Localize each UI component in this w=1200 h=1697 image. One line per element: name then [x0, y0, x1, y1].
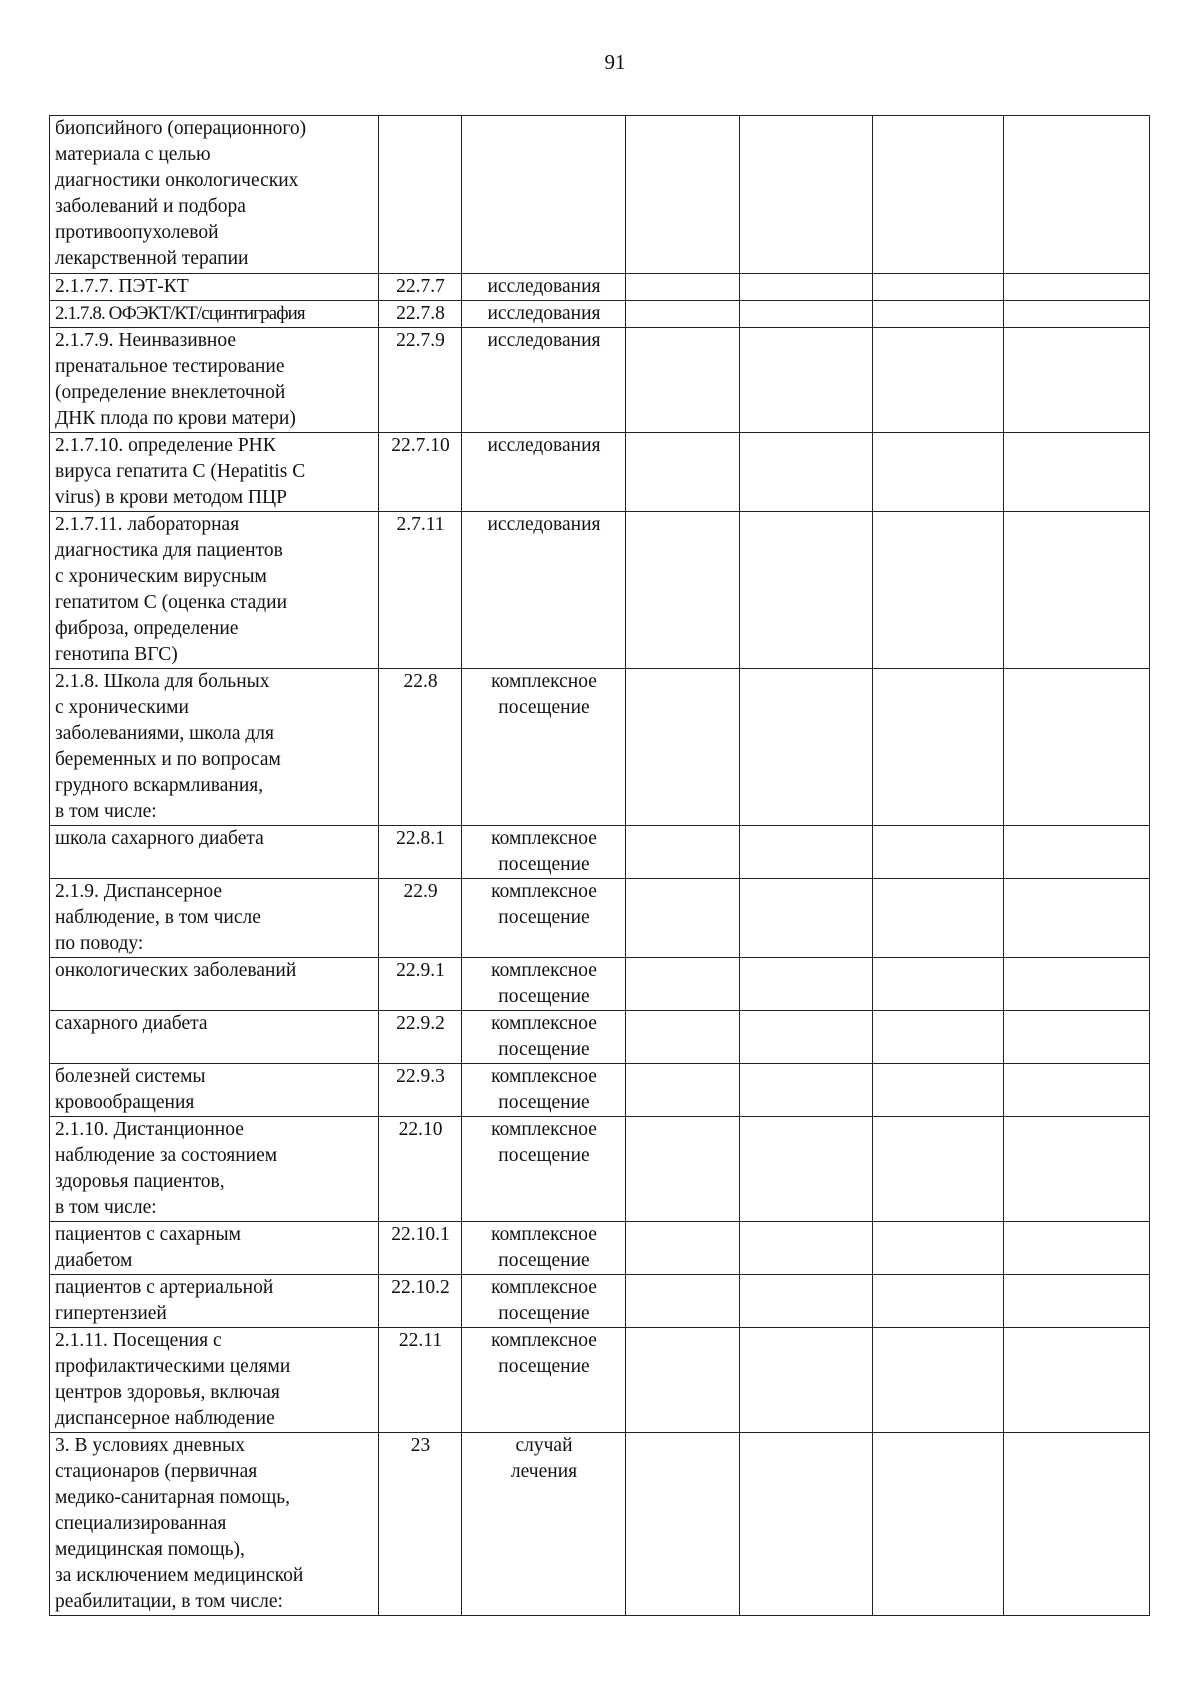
empty-cell [740, 1328, 873, 1433]
table-row [50, 826, 1150, 879]
row-unit-cell: комплексное посещение [462, 1328, 626, 1433]
empty-cell [873, 958, 1004, 1011]
empty-cell [1004, 826, 1150, 879]
row-name-cell: сахарного диабета [50, 1011, 379, 1064]
empty-cell [740, 328, 873, 433]
empty-cell [1004, 301, 1150, 328]
empty-cell [1004, 879, 1150, 958]
row-name-cell: 3. В условиях дневных стационаров (первичная медико-санитарная помощь, специализированная медицинская помощь), за исключением медицинской реабилитации, в том числе: [50, 1433, 379, 1616]
empty-cell [1004, 512, 1150, 669]
empty-cell [873, 512, 1004, 669]
row-code-cell: 22.7.10 [379, 433, 462, 512]
empty-cell [740, 1275, 873, 1328]
empty-cell [626, 1064, 740, 1117]
empty-cell [740, 301, 873, 328]
row-code-cell: 22.10.2 [379, 1275, 462, 1328]
empty-cell [626, 1117, 740, 1222]
table-row [50, 1117, 1150, 1222]
row-code-cell: 22.7.9 [379, 328, 462, 433]
row-unit-cell: исследования [462, 433, 626, 512]
page-number: 91 [604, 50, 626, 74]
empty-cell [1004, 433, 1150, 512]
row-unit-cell: комплексное посещение [462, 1064, 626, 1117]
row-code-cell: 22.7.7 [379, 274, 462, 301]
row-name-cell: пациентов с сахарным диабетом [50, 1222, 379, 1275]
empty-cell [740, 669, 873, 826]
empty-cell [873, 669, 1004, 826]
empty-cell [740, 826, 873, 879]
empty-cell [873, 1328, 1004, 1433]
empty-cell [626, 1011, 740, 1064]
empty-cell [1004, 1117, 1150, 1222]
empty-cell [626, 301, 740, 328]
empty-cell [1004, 1222, 1150, 1275]
empty-cell [873, 301, 1004, 328]
row-code-cell: 22.8 [379, 669, 462, 826]
row-code-cell: 22.7.8 [379, 301, 462, 328]
row-unit-cell: случай лечения [462, 1433, 626, 1616]
empty-cell [1004, 1275, 1150, 1328]
row-name-cell: 2.1.7.7. ПЭТ-КТ [50, 274, 379, 301]
row-name-cell: биопсийного (операционного) материала с целью диагностики онкологических заболеваний и подбора противоопухолевой лекарственной терапии [50, 116, 379, 274]
row-unit-cell: исследования [462, 328, 626, 433]
empty-cell [626, 826, 740, 879]
empty-cell [626, 116, 740, 274]
empty-cell [626, 1275, 740, 1328]
row-code-cell: 23 [379, 1433, 462, 1616]
row-name-cell: школа сахарного диабета [50, 826, 379, 879]
empty-cell [740, 433, 873, 512]
row-unit-cell: комплексное посещение [462, 826, 626, 879]
empty-cell [1004, 328, 1150, 433]
empty-cell [873, 433, 1004, 512]
row-code-cell: 22.9.2 [379, 1011, 462, 1064]
empty-cell [626, 1222, 740, 1275]
row-unit-cell: исследования [462, 274, 626, 301]
empty-cell [873, 1117, 1004, 1222]
table-row [50, 879, 1150, 958]
row-unit-cell: комплексное посещение [462, 1222, 626, 1275]
row-name-cell: болезней системы кровообращения [50, 1064, 379, 1117]
row-unit-cell: комплексное посещение [462, 879, 626, 958]
empty-cell [626, 433, 740, 512]
empty-cell [626, 1328, 740, 1433]
empty-cell [626, 512, 740, 669]
row-unit-cell: комплексное посещение [462, 1275, 626, 1328]
empty-cell [873, 1222, 1004, 1275]
row-unit-cell [462, 116, 626, 274]
empty-cell [740, 958, 873, 1011]
empty-cell [740, 1064, 873, 1117]
table-row [50, 1222, 1150, 1275]
empty-cell [1004, 958, 1150, 1011]
table-row [50, 1011, 1150, 1064]
empty-cell [626, 274, 740, 301]
empty-cell [873, 826, 1004, 879]
empty-cell [740, 879, 873, 958]
row-code-cell: 22.8.1 [379, 826, 462, 879]
table-row [50, 1275, 1150, 1328]
row-name-cell: 2.1.7.10. определение РНК вируса гепатита С (Hepatitis C virus) в крови методом ПЦР [50, 433, 379, 512]
table-row [50, 433, 1150, 512]
empty-cell [626, 879, 740, 958]
empty-cell [740, 274, 873, 301]
empty-cell [740, 1222, 873, 1275]
row-code-cell: 22.9 [379, 879, 462, 958]
table-row [50, 116, 1150, 274]
row-code-cell: 22.10 [379, 1117, 462, 1222]
row-code-cell: 2.7.11 [379, 512, 462, 669]
row-code-cell: 22.9.3 [379, 1064, 462, 1117]
table-row [50, 1064, 1150, 1117]
row-name-cell: 2.1.8. Школа для больных с хроническими заболеваниями, школа для беременных и по вопросам грудного вскармливания, в том числе: [50, 669, 379, 826]
table-row [50, 1433, 1150, 1616]
row-unit-cell: исследования [462, 512, 626, 669]
row-unit-cell: исследования [462, 301, 626, 328]
row-name-cell: 2.1.7.9. Неинвазивное пренатальное тестирование (определение внеклеточной ДНК плода по крови матери) [50, 328, 379, 433]
empty-cell [626, 669, 740, 826]
row-name-cell: онкологических заболеваний [50, 958, 379, 1011]
empty-cell [626, 328, 740, 433]
empty-cell [626, 958, 740, 1011]
row-name-cell: 2.1.7.8. ОФЭКТ/КТ/сцинтиграфия [50, 301, 379, 328]
empty-cell [740, 1117, 873, 1222]
row-name-cell: пациентов с артериальной гипертензией [50, 1275, 379, 1328]
table-row [50, 958, 1150, 1011]
empty-cell [1004, 274, 1150, 301]
empty-cell [1004, 1328, 1150, 1433]
table-row [50, 669, 1150, 826]
table-row [50, 328, 1150, 433]
empty-cell [873, 1433, 1004, 1616]
row-name-cell: 2.1.10. Дистанционное наблюдение за состоянием здоровья пациентов, в том числе: [50, 1117, 379, 1222]
empty-cell [740, 116, 873, 274]
empty-cell [873, 1011, 1004, 1064]
empty-cell [1004, 1433, 1150, 1616]
empty-cell [873, 328, 1004, 433]
row-unit-cell: комплексное посещение [462, 1117, 626, 1222]
row-name-cell: 2.1.9. Диспансерное наблюдение, в том числе по поводу: [50, 879, 379, 958]
row-name-cell: 2.1.11. Посещения с профилактическими целями центров здоровья, включая диспансерное наблюдение [50, 1328, 379, 1433]
empty-cell [740, 1433, 873, 1616]
empty-cell [1004, 669, 1150, 826]
row-name-cell: 2.1.7.11. лабораторная диагностика для пациентов с хроническим вирусным гепатитом С (оценка стадии фиброза, определение генотипа ВГС) [50, 512, 379, 669]
empty-cell [626, 1433, 740, 1616]
empty-cell [1004, 1011, 1150, 1064]
empty-cell [1004, 116, 1150, 274]
row-unit-cell: комплексное посещение [462, 958, 626, 1011]
table-row [50, 274, 1150, 301]
row-code-cell: 22.10.1 [379, 1222, 462, 1275]
row-code-cell: 22.11 [379, 1328, 462, 1433]
empty-cell [873, 116, 1004, 274]
empty-cell [740, 1011, 873, 1064]
row-unit-cell: комплексное посещение [462, 669, 626, 826]
table-row [50, 1328, 1150, 1433]
row-unit-cell: комплексное посещение [462, 1011, 626, 1064]
empty-cell [873, 274, 1004, 301]
empty-cell [873, 879, 1004, 958]
table-row [50, 512, 1150, 669]
row-code-cell: 22.9.1 [379, 958, 462, 1011]
row-code-cell [379, 116, 462, 274]
empty-cell [740, 512, 873, 669]
empty-cell [1004, 1064, 1150, 1117]
data-table [49, 115, 1150, 1616]
empty-cell [873, 1275, 1004, 1328]
table-row [50, 301, 1150, 328]
empty-cell [873, 1064, 1004, 1117]
